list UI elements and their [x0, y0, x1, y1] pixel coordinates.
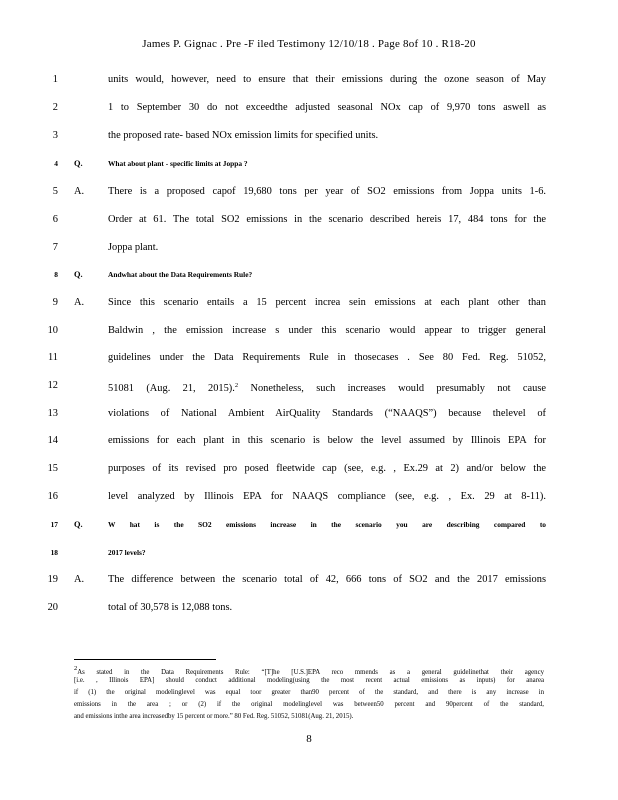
line-14: [0, 432, 618, 450]
line-11: [0, 349, 618, 367]
footnote-line: [74, 663, 544, 674]
line-number: 8: [54, 270, 58, 279]
line-text: emissions for each plant in this scenario is below the level assumed by Illinois EPA for: [108, 435, 546, 446]
line-text: units would, however, need to ensure that their emissions during the ozone season of May: [108, 74, 546, 85]
line-number: 17: [50, 520, 58, 529]
line-number: 14: [47, 435, 58, 446]
line-number: 9: [52, 297, 58, 308]
line-3: [0, 127, 618, 145]
line-text: purposes of its revised pro posed fleetwide cap (see, e.g. , Ex.29 at 2) and/or below the: [108, 463, 546, 474]
line-number: 12: [47, 380, 58, 391]
line-2: [0, 99, 618, 117]
line-text: guidelines under the Data Requirements Rule in thosecases . See 80 Fed. Reg. 51052,: [108, 352, 546, 363]
footnote-text: emissions in the area ; or (2) if the original modelinglevel was between50 percent and 90percent of the standard,: [74, 701, 544, 708]
footnote-reference[interactable]: 2: [234, 382, 239, 389]
line-text: Joppa plant.: [108, 242, 159, 253]
footnote-text: [i.e. , Illinois EPA] should conduct additional modeling(using the most recent actual emissions as inputs) for anarea: [74, 677, 544, 684]
footnote-line: [74, 675, 544, 686]
line-19: [0, 571, 618, 589]
line-13: [0, 405, 618, 423]
line-text: violations of National Ambient AirQuality Standards (“NAAQS”) because thelevel of: [108, 408, 546, 419]
page-header: James P. Gignac . Pre -F iled Testimony 12/10/18 . Page 8of 10 . R18-20: [142, 38, 476, 50]
line-8: [0, 266, 618, 284]
footnote-text: if (1) the original modelinglevel was equal toor greater than90 percent of the standard, and there is any increase in: [74, 689, 544, 696]
line-4: [0, 155, 618, 173]
line-number: 3: [52, 130, 58, 141]
footnote-marker: 2: [74, 665, 78, 672]
line-17: [0, 516, 618, 534]
line-20: [0, 599, 618, 617]
line-text: Baldwin , the emission increase s under this scenario would appear to trigger general: [108, 325, 546, 336]
line-number: 15: [47, 463, 58, 474]
line-text-part: 51081 (Aug. 21, 2015).: [108, 383, 235, 394]
line-9: [0, 294, 618, 312]
footnote-line: [74, 687, 544, 698]
line-text: the proposed rate- based NOx emission limits for specified units.: [108, 130, 379, 141]
line-number: 16: [47, 491, 58, 502]
line-text-part: Nonetheless, such increases would presumably not cause: [238, 383, 546, 394]
line-number: 20: [47, 602, 58, 613]
line-15: [0, 460, 618, 478]
question-label: Q.: [74, 520, 83, 529]
footnote-text: As stated in the Data Requirements Rule: “[T]he [U.S.]EPA reco mmends as a general guidelinethat their agency: [77, 669, 544, 676]
line-number: 1: [52, 74, 58, 85]
footnote-line: [74, 699, 544, 710]
line-text: Order at 61. The total SO2 emissions in the scenario described hereis 17, 484 tons for the: [108, 214, 546, 225]
line-text: total of 30,578 is 12,088 tons.: [108, 602, 233, 613]
line-6: [0, 211, 618, 229]
line-number: 7: [52, 242, 58, 253]
page-number: 8: [306, 733, 312, 745]
line-number: 5: [52, 186, 58, 197]
line-text: W hat is the SO2 emissions increase in the scenario you are describing compared to: [108, 520, 546, 529]
line-number: 10: [47, 325, 58, 336]
line-18: [0, 544, 618, 562]
line-number: 18: [50, 548, 58, 557]
footnote-text: and emissions inthe area increasedby 15 percent or more.” 80 Fed. Reg. 51052, 51081(Aug. 21, 2015).: [74, 713, 354, 720]
line-text: level analyzed by Illinois EPA for NAAQS compliance (see, e.g. , Ex. 29 at 8-11).: [108, 491, 546, 502]
line-number: 19: [47, 574, 58, 585]
line-number: 11: [47, 352, 58, 363]
line-12: [0, 377, 618, 395]
answer-label: A.: [74, 574, 85, 585]
question-label: Q.: [74, 159, 83, 168]
line-text: The difference between the scenario total of 42, 666 tons of SO2 and the 2017 emissions: [108, 574, 546, 585]
line-10: [0, 322, 618, 340]
line-text: What about plant - specific limits at Joppa ?: [108, 159, 248, 168]
line-16: [0, 488, 618, 506]
line-number: 2: [52, 102, 58, 113]
footnote-line: [74, 711, 544, 722]
line-number: 6: [52, 214, 58, 225]
line-text: 1 to September 30 do not exceedthe adjusted seasonal NOx cap of 9,970 tons aswell as: [108, 102, 546, 113]
line-5: [0, 183, 618, 201]
question-label: Q.: [74, 270, 83, 279]
answer-label: A.: [74, 297, 85, 308]
line-number: 4: [54, 159, 58, 168]
line-7: [0, 239, 618, 257]
line-number: 13: [47, 408, 58, 419]
line-text: Andwhat about the Data Requirements Rule?: [108, 270, 253, 279]
answer-label: A.: [74, 186, 85, 197]
line-1: [0, 71, 618, 89]
line-text: [108, 377, 546, 398]
line-text: Since this scenario entails a 15 percent increa sein emissions at each plant other than: [108, 297, 546, 308]
line-text: There is a proposed capof 19,680 tons per year of SO2 emissions from Joppa units 1-6.: [108, 186, 546, 197]
footnote-divider: [74, 659, 216, 660]
line-text: 2017 levels?: [108, 548, 146, 557]
